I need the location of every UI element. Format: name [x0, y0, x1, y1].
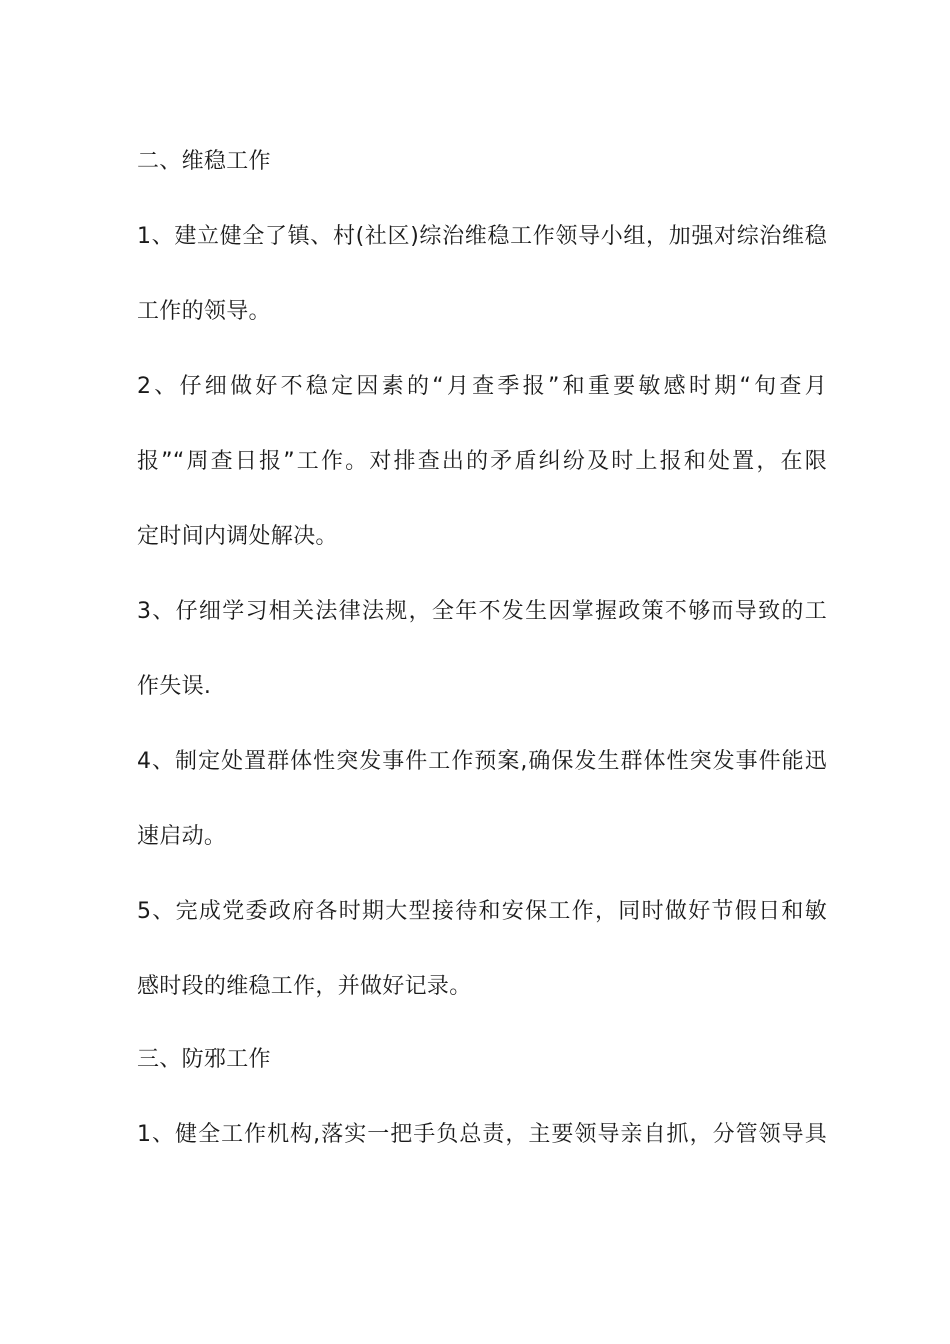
paragraph-line: 感时段的维稳工作，并做好记录。 — [137, 974, 472, 999]
paragraph-line: 1、健全工作机构,落实一把手负总责，主要领导亲自抓，分管领导具 — [137, 1122, 827, 1147]
paragraph-line: 工作的领导。 — [137, 299, 271, 324]
paragraph-line: 5、完成党委政府各时期大型接待和安保工作，同时做好节假日和敏 — [137, 899, 827, 924]
paragraph-line: 4、制定处置群体性突发事件工作预案,确保发生群体性突发事件能迅 — [137, 749, 827, 774]
paragraph-line: 速启动。 — [137, 824, 227, 849]
paragraph-line: 3、仔细学习相关法律法规，全年不发生因掌握政策不够而导致的工 — [137, 599, 827, 624]
section-heading-stability: 二、维稳工作 — [137, 149, 271, 174]
paragraph-line: 报”“周查日报”工作。对排查出的矛盾纠纷及时上报和处置，在限 — [137, 449, 827, 474]
paragraph-line: 定时间内调处解决。 — [137, 524, 338, 549]
paragraph-line: 1、建立健全了镇、村(社区)综治维稳工作领导小组，加强对综治维稳 — [137, 224, 827, 249]
paragraph-line: 2、仔细做好不稳定因素的“月查季报”和重要敏感时期“旬查月 — [137, 374, 827, 399]
paragraph-line: 作失误. — [137, 674, 212, 699]
section-heading-anti-cult: 三、防邪工作 — [137, 1047, 271, 1072]
